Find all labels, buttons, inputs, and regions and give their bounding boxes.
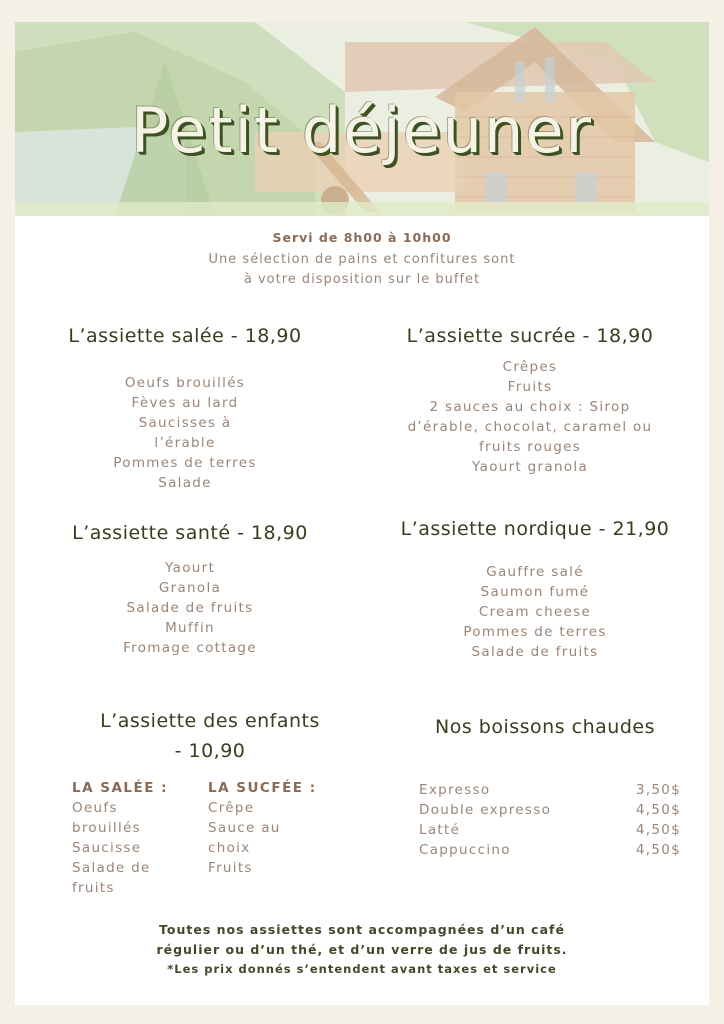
list-item: Fèves au lard — [131, 395, 239, 411]
section-title: L’assiette nordique - 21,90 — [400, 518, 670, 540]
item-list — [380, 562, 690, 662]
list-item: 2 sauces au choix : Sirop — [429, 399, 631, 415]
section-assiette-enfants — [60, 706, 360, 766]
list-item: Fruits — [208, 860, 253, 876]
list-item: Saucisses à — [138, 415, 232, 431]
drinks-list — [419, 780, 681, 860]
section-title: L’assiette santé - 18,90 — [72, 522, 308, 544]
footer-line: Toutes nos assiettes sont accompagnées d’un café — [159, 922, 565, 937]
list-item: Pommes de terres — [113, 455, 257, 471]
list-item: Salade — [158, 475, 212, 491]
item-list — [380, 357, 680, 477]
section-title: L’assiette des enfants — [100, 710, 320, 732]
list-item: Crêpe — [208, 800, 255, 816]
header-banner — [15, 22, 709, 216]
section-title: Nos boissons chaudes — [435, 716, 655, 738]
buffet-description — [0, 250, 724, 290]
drink-row — [419, 780, 681, 800]
list-item: Saucisse — [72, 840, 142, 856]
list-item: Sauce au — [208, 820, 281, 836]
list-item: Pommes de terres — [463, 624, 607, 640]
list-item: choix — [208, 840, 251, 856]
desc-line: Une sélection de pains et confitures sont — [208, 252, 516, 267]
footer-line: régulier ou d’un thé, et d’un verre de jus de fruits. — [156, 942, 568, 957]
drink-price: 4,50$ — [635, 822, 681, 838]
section-assiette-nordique — [380, 518, 690, 662]
list-item: Oeufs brouillés — [124, 375, 246, 391]
section-assiette-salee — [40, 325, 330, 493]
section-assiette-sucree — [380, 325, 680, 477]
column-heading: LA SUCFÉE : — [208, 780, 317, 796]
service-hours: Servi de 8h00 à 10h00 — [272, 230, 452, 245]
list-item: fruits rouges — [478, 439, 582, 455]
footer-note — [0, 920, 724, 978]
drink-name: Cappuccino — [419, 842, 511, 858]
section-title: L’assiette salée - 18,90 — [68, 325, 302, 347]
list-item: d’érable, chocolat, caramel ou — [407, 419, 653, 435]
drink-row — [419, 800, 681, 820]
item-list — [40, 558, 340, 658]
list-item: Salade de fruits — [471, 644, 599, 660]
drink-row — [419, 840, 681, 860]
tax-note: *Les prix donnés s’entendent avant taxes et service — [167, 962, 557, 976]
column-heading: LA SALÉE : — [72, 780, 169, 796]
section-boissons-chaudes — [400, 716, 690, 738]
item-list — [40, 373, 330, 493]
section-title: L’assiette sucrée - 18,90 — [406, 325, 654, 347]
list-item: Gauffre salé — [486, 564, 584, 580]
list-item: Oeufs — [72, 800, 118, 816]
list-item: Fruits — [507, 379, 553, 395]
list-item: Salade de fruits — [126, 600, 254, 616]
section-title-price: - 10,90 — [174, 740, 246, 762]
page-title: Petit déjeuner — [131, 94, 593, 167]
list-item: fruits — [72, 880, 115, 896]
list-item: Yaourt — [164, 560, 216, 576]
drink-price: 4,50$ — [635, 802, 681, 818]
kids-sucree-column — [208, 778, 317, 878]
drink-name: Expresso — [419, 782, 491, 798]
drink-name: Double expresso — [419, 802, 552, 818]
list-item: Saumon fumé — [480, 584, 590, 600]
kids-salee-column — [72, 778, 168, 898]
list-item: l’érable — [154, 435, 216, 451]
list-item: Salade de — [72, 860, 151, 876]
list-item: brouillés — [72, 820, 141, 836]
list-item: Muffin — [165, 620, 215, 636]
drink-name: Latté — [419, 822, 461, 838]
list-item: Crêpes — [502, 359, 558, 375]
list-item: Fromage cottage — [123, 640, 257, 656]
list-item: Cream cheese — [478, 604, 592, 620]
list-item: Granola — [158, 580, 222, 596]
desc-line: à votre disposition sur le buffet — [243, 272, 481, 287]
drink-row — [419, 820, 681, 840]
list-item: Yaourt granola — [471, 459, 589, 475]
drink-price: 3,50$ — [635, 782, 681, 798]
section-assiette-sante — [40, 522, 340, 658]
drink-price: 4,50$ — [635, 842, 681, 858]
